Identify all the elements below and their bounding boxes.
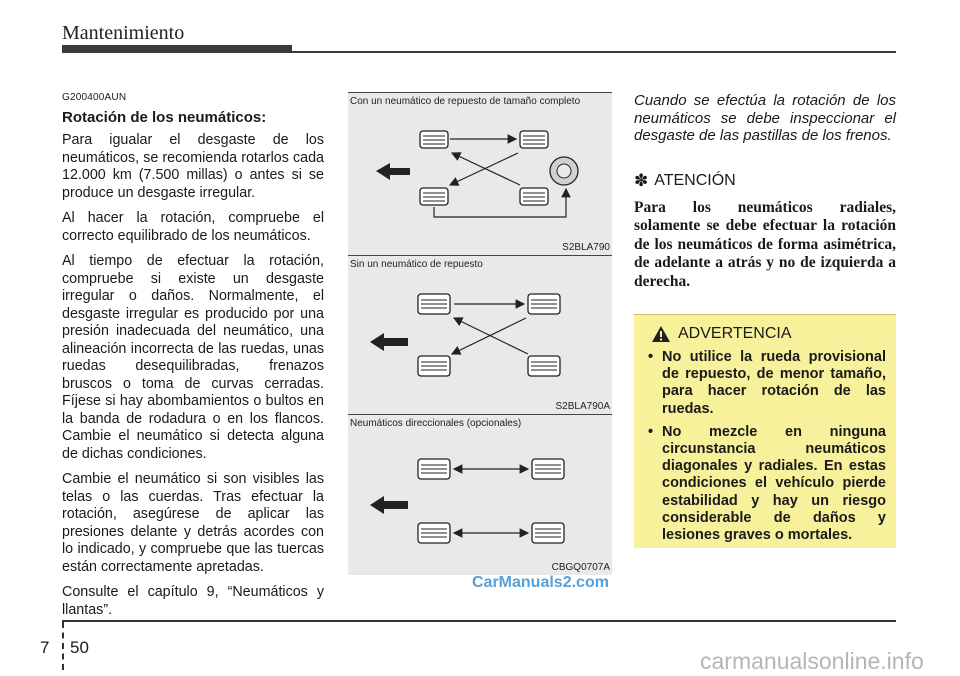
paragraph: Para igualar el desgaste de los neumáticos, se recomienda rotarlos cada 12.000 km (7.500 millas) o antes si se produce un desgaste irregular. — [62, 132, 324, 201]
right-column — [634, 92, 896, 291]
warning-list — [646, 349, 886, 544]
warning-item: • No utilice la rueda provisional de repuesto, de menor tamaño, para hacer rotación de las ruedas. — [646, 349, 886, 418]
figure-directional — [348, 414, 612, 575]
forward-arrow-icon — [370, 496, 408, 514]
paragraph: Al hacer la rotación, compruebe el correcto equilibrado de los neumáticos. — [62, 210, 324, 244]
figure-caption: Neumáticos direccionales (opcionales) — [350, 418, 522, 429]
paragraph: Al tiempo de efectuar la rotación, compruebe si existe un desgaste irregular o daños. Normalmente, el desgaste irregular es producido por una presión inadecuada del neumático, una alineación incorrecta de las ruedas, unas ruedas desequilibradas, frenazos bruscos o toma de curvas cerradas. Fíjese si hay abombamientos o bultos en la banda de rodadura o en los flancos. Cambie el neumático si detecta alguna de dichas condiciones. — [62, 253, 324, 462]
warning-title: ADVERTENCIA — [678, 325, 792, 342]
attention-title: ATENCIÓN — [654, 171, 736, 189]
section-code: G200400AUN — [62, 92, 127, 103]
forward-arrow-icon — [370, 333, 408, 351]
figure-caption: Con un neumático de repuesto de tamaño completo — [350, 96, 581, 107]
figure-caption: Sin un neumático de repuesto — [350, 259, 483, 270]
page-header-title: Mantenimiento — [62, 22, 185, 44]
chapter-number: 7 — [40, 638, 50, 657]
figure-code: S2BLA790 — [562, 242, 610, 253]
forward-arrow-icon — [376, 163, 410, 180]
section-heading: Rotación de los neumáticos: — [62, 109, 267, 126]
paragraph: Cambie el neumático si son visibles las telas o las cuerdas. Tras efectuar la rotación, asegúrese de aplicar las presiones delante y detrás acordes con lo indicado, y compruebe que las tuercas están correctamente apretadas. — [62, 471, 324, 575]
figure-full-size-spare — [348, 92, 612, 255]
warning-triangle-icon — [652, 326, 670, 342]
rotation-diagram-no-spare — [348, 256, 612, 414]
warning-box — [634, 314, 896, 548]
tire-icon — [418, 459, 564, 543]
attention-heading — [634, 171, 896, 191]
page-number: 50 — [70, 638, 89, 657]
figure-code: CBGQ0707A — [551, 562, 610, 573]
paragraph: Consulte el capítulo 9, “Neumáticos y llantas”. — [62, 584, 324, 618]
rotation-diagram-with-spare — [348, 93, 612, 255]
left-column — [62, 92, 324, 627]
attention-asterisk-icon: ✽ — [634, 170, 649, 190]
header-rule — [62, 51, 896, 53]
brake-inspection-note: Cuando se efectúa la rotación de los neumáticos se debe inspeccionar el desgaste de las pastillas de los frenos. — [634, 92, 896, 144]
figure-code: S2BLA790A — [555, 401, 610, 412]
watermark-carmanualsonline: carmanualsonline.info — [700, 648, 924, 674]
watermark-carmanuals2: CarManuals2.com — [472, 574, 609, 591]
footer-divider — [62, 622, 64, 670]
figures-column — [348, 92, 612, 575]
warning-heading — [646, 325, 886, 343]
warning-item: • No mezcle en ninguna circunstancia neumáticos diagonales y radiales. En estas condiciones el vehículo pierde estabilidad y hay un riesgo considerable de daños y lesiones graves o mortales. — [646, 424, 886, 544]
footer-rule — [62, 620, 896, 622]
attention-body: Para los neumáticos radiales, solamente se debe efectuar la rotación de los neumáticos de forma asimétrica, de adelante a atrás y no de izquierda a derecha. — [634, 198, 896, 290]
figure-no-spare — [348, 255, 612, 414]
rotation-diagram-directional — [348, 415, 612, 575]
